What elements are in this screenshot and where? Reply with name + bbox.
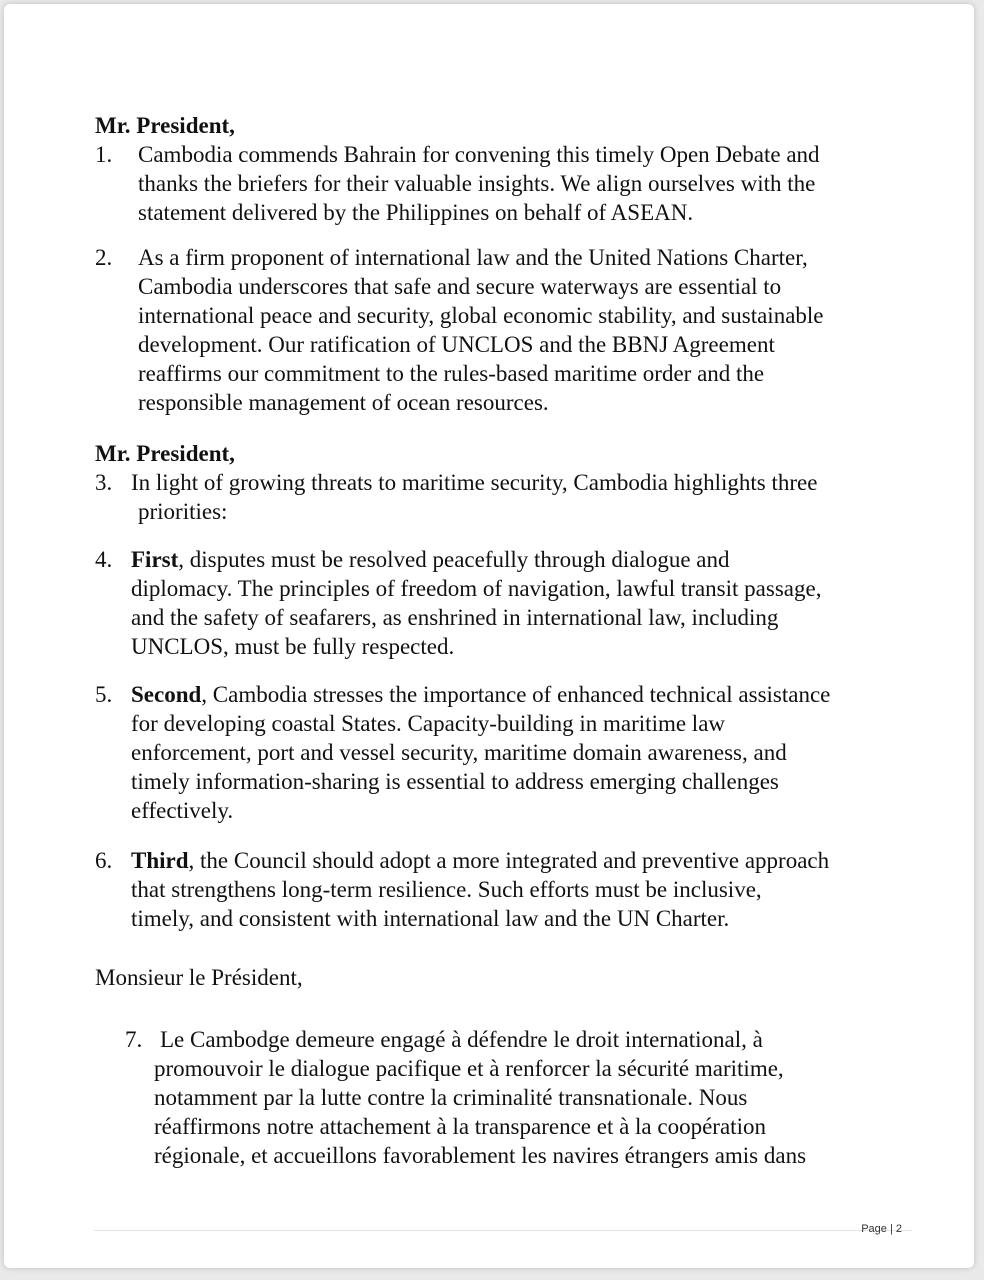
text-line: timely, and consistent with international law and the UN Charter. xyxy=(131,906,730,931)
item-number: 5. xyxy=(95,682,113,707)
document-page xyxy=(4,4,974,1268)
lead-term: Third xyxy=(131,848,189,873)
text-line-rest: , the Council should adopt a more integrated and preventive approach xyxy=(188,848,830,873)
item-text xyxy=(138,243,824,417)
item-number: 6. xyxy=(95,848,113,873)
salutation-heading-1: Mr. President, xyxy=(95,113,235,138)
text-line: notamment par la lutte contre la criminalité transnationale. Nous xyxy=(154,1085,748,1110)
text-line-rest: , disputes must be resolved peacefully through dialogue and xyxy=(178,547,730,572)
text-line: régionale, et accueillons favorablement les navires étrangers amis dans xyxy=(154,1143,807,1168)
text-line-rest: , Cambodia stresses the importance of enhanced technical assistance xyxy=(201,682,831,707)
lead-term: First xyxy=(131,547,179,572)
text-line: that strengthens long-term resilience. Such efforts must be inclusive, xyxy=(131,877,762,902)
text-line-first xyxy=(131,545,821,574)
text-line: UNCLOS, must be fully respected. xyxy=(131,634,455,659)
text-line: priorities: xyxy=(138,499,228,524)
text-line: timely information-sharing is essential to address emerging challenges xyxy=(131,769,779,794)
item-number: 7. xyxy=(125,1027,143,1052)
text-line: enforcement, port and vessel security, maritime domain awareness, and xyxy=(131,740,787,765)
text-line: international peace and security, global economic stability, and sustainable xyxy=(138,303,824,328)
item-text xyxy=(131,545,821,661)
footer-divider xyxy=(94,1230,912,1231)
text-line: In light of growing threats to maritime security, Cambodia highlights three xyxy=(131,470,818,495)
text-line: responsible management of ocean resources. xyxy=(138,390,549,415)
text-line: diplomacy. The principles of freedom of navigation, lawful transit passage, xyxy=(131,576,822,601)
page-number: Page | 2 xyxy=(861,1223,902,1235)
text-line: thanks the briefers for their valuable insights. We align ourselves with the xyxy=(138,171,816,196)
item-text xyxy=(131,680,830,825)
text-line: statement delivered by the Philippines on behalf of ASEAN. xyxy=(138,200,694,225)
text-line: effectively. xyxy=(131,798,234,823)
salutation-heading-2: Mr. President, xyxy=(95,441,235,466)
text-line: and the safety of seafarers, as enshrined in international law, including xyxy=(131,605,779,630)
text-line: reaffirms our commitment to the rules-based maritime order and the xyxy=(138,361,765,386)
text-line: Cambodia underscores that safe and secure waterways are essential to xyxy=(138,274,782,299)
text-line: for developing coastal States. Capacity-building in maritime law xyxy=(131,711,726,736)
item-number: 3. xyxy=(95,470,113,495)
text-line: Le Cambodge demeure engagé à défendre le droit international, à xyxy=(160,1027,763,1052)
lead-term: Second xyxy=(131,682,202,707)
item-text xyxy=(138,140,820,227)
item-number: 4. xyxy=(95,547,113,572)
text-line-first xyxy=(131,680,830,709)
item-text xyxy=(131,846,829,933)
text-line: promouvoir le dialogue pacifique et à renforcer la sécurité maritime, xyxy=(154,1056,784,1081)
text-line: As a firm proponent of international law and the United Nations Charter, xyxy=(138,245,808,270)
item-number: 2. xyxy=(95,245,113,270)
text-line: réaffirmons notre attachement à la transparence et à la coopération xyxy=(154,1114,766,1139)
text-line: development. Our ratification of UNCLOS and the BBNJ Agreement xyxy=(138,332,775,357)
text-line: Cambodia commends Bahrain for convening this timely Open Debate and xyxy=(138,142,820,167)
text-line-first xyxy=(131,846,829,875)
item-text xyxy=(154,1025,807,1170)
salutation-heading-3: Monsieur le Président, xyxy=(95,965,303,990)
item-text xyxy=(131,468,817,526)
item-number: 1. xyxy=(95,142,113,167)
